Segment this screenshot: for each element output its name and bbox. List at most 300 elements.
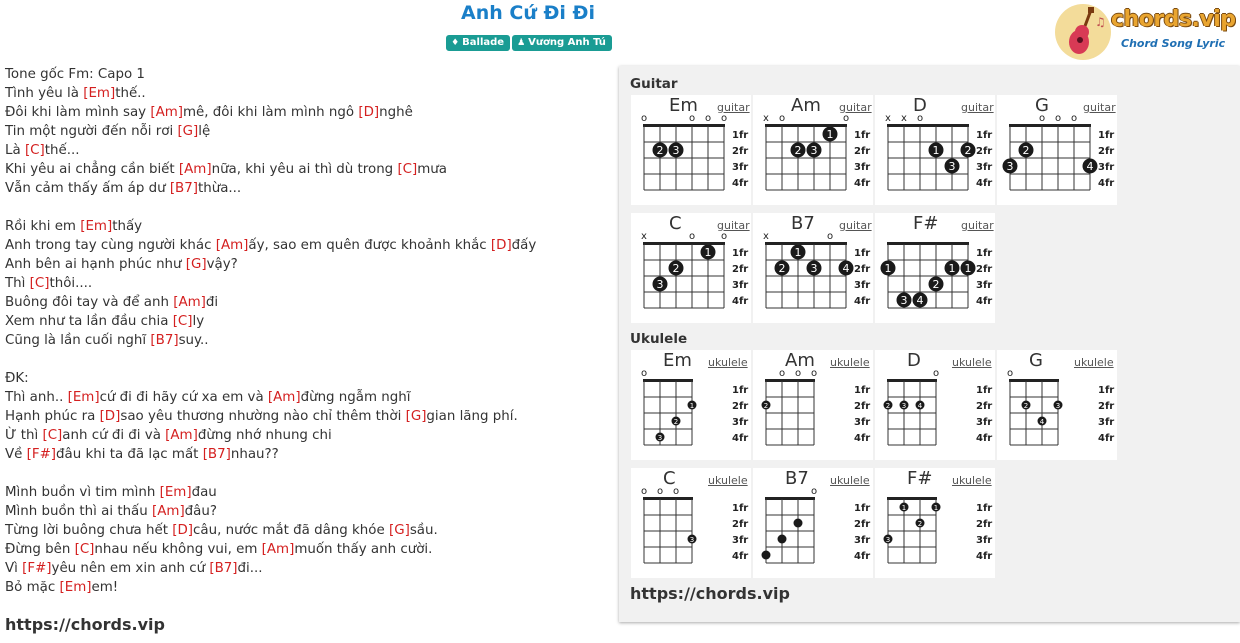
lyrics-block (5, 65, 615, 597)
open-string-mark: o (810, 486, 818, 497)
guitar-chord-card-g[interactable] (997, 95, 1117, 205)
fret-label: 2fr (732, 519, 749, 530)
finger-number: 1 (794, 246, 802, 259)
lyric-line (5, 103, 615, 122)
finger-number: 3 (1006, 160, 1014, 173)
finger-number: 1 (964, 262, 972, 275)
lyric-text: Mình buồn vì tim mình (5, 485, 160, 500)
instrument-link[interactable]: ukulele (952, 356, 992, 369)
fret-label: 1fr (854, 385, 871, 396)
fret-label: 3fr (854, 162, 871, 173)
fret-label: 1fr (976, 503, 993, 514)
fret-label: 4fr (854, 296, 871, 307)
open-string-mark: o (778, 113, 786, 124)
finger-number: 1 (901, 504, 907, 512)
svg-text:♫: ♫ (1095, 15, 1106, 29)
fret-label: 3fr (976, 280, 993, 291)
fret-label: 2fr (976, 401, 993, 412)
genre-tag[interactable] (446, 35, 510, 51)
chord-name: B7 (785, 468, 809, 489)
fret-label: 3fr (732, 535, 749, 546)
fret-label: 3fr (1098, 417, 1115, 428)
open-string-mark: o (1054, 113, 1062, 124)
finger-number: 3 (810, 262, 818, 275)
lyric-text: Cũng là lần cuối nghĩ (5, 333, 151, 348)
lyric-text: muốn thấy anh cười. (294, 542, 433, 557)
chord-name: D (913, 95, 927, 116)
chord-link[interactable]: [G] (185, 257, 207, 272)
lyric-line (5, 388, 615, 407)
lyric-text: yêu nên em xin anh cứ (51, 561, 210, 576)
fret-label: 2fr (976, 519, 993, 530)
instrument-link[interactable]: ukulele (830, 474, 870, 487)
lyric-text: thấy (112, 219, 143, 234)
chord-link[interactable]: [Em] (159, 485, 192, 500)
lyric-text: đâu khi ta đã lạc mất (56, 447, 203, 462)
chord-link[interactable]: [B7] (202, 447, 231, 462)
finger-number: 3 (656, 278, 664, 291)
lyric-line (5, 179, 615, 198)
finger-number: 3 (810, 144, 818, 157)
finger-number: 2 (932, 278, 940, 291)
instrument-link[interactable]: ukulele (830, 356, 870, 369)
lyric-text: Vì (5, 561, 23, 576)
lyric-line (5, 84, 615, 103)
open-string-mark: o (810, 368, 818, 379)
finger-number: 2 (885, 402, 891, 410)
lyric-line (5, 141, 615, 160)
chord-link[interactable]: [Am] (152, 504, 185, 519)
chord-link[interactable]: [Am] (267, 390, 301, 405)
instrument-link[interactable]: guitar (961, 219, 994, 232)
fret-label: 2fr (976, 146, 993, 157)
fret-label: 2fr (1098, 146, 1115, 157)
artist-label: Vương Anh Tú (528, 37, 606, 48)
finger-number: 3 (901, 402, 907, 410)
lyric-text: anh cứ đi đi và (62, 428, 166, 443)
lyric-text: Buông đôi tay và để anh (5, 295, 174, 310)
lyric-text: Là (5, 143, 25, 158)
finger-number: 2 (964, 144, 972, 157)
ukulele-chord-card-fsharp[interactable] (875, 468, 995, 578)
chord-link[interactable]: [G] (405, 409, 427, 424)
logo-subtitle: Chord Song Lyric (1121, 37, 1226, 50)
chord-link[interactable]: [Am] (173, 295, 206, 310)
lyric-text: thôi.... (49, 276, 93, 291)
lyric-line (5, 559, 615, 578)
open-string-mark: o (932, 368, 940, 379)
open-string-mark: o (672, 486, 680, 497)
lyric-text: đừng nhớ nhung chi (197, 428, 332, 443)
fret-label: 2fr (976, 264, 993, 275)
lyric-text: câu, nước mắt đã dâng khóe (193, 523, 389, 538)
ukulele-chord-card-am[interactable] (753, 350, 873, 460)
lyric-text: ĐK: (5, 371, 29, 386)
lyric-line (5, 274, 615, 293)
lyric-text: Rồi khi em (5, 219, 81, 234)
guitar-chord-card-d[interactable] (875, 95, 995, 205)
chord-link[interactable]: [Am] (178, 162, 212, 177)
lyric-text: Thì anh.. (5, 390, 68, 405)
chord-link[interactable]: [C] (29, 276, 50, 291)
fret-label: 3fr (854, 280, 871, 291)
fret-label: 1fr (732, 503, 749, 514)
fret-label: 2fr (854, 146, 871, 157)
chord-link[interactable]: [Am] (215, 238, 249, 253)
chord-name: Am (785, 350, 815, 371)
finger-number: 2 (656, 144, 664, 157)
lyric-text: đừng ngẫm nghĩ (300, 390, 411, 405)
finger-dot (778, 535, 787, 544)
fret-label: 1fr (732, 385, 749, 396)
finger-number: 1 (932, 144, 940, 157)
chord-name: C (663, 468, 676, 489)
open-string-mark: o (1006, 368, 1014, 379)
instrument-link[interactable]: ukulele (1074, 356, 1114, 369)
lyric-text: nhau?? (230, 447, 279, 462)
finger-number: 3 (657, 434, 663, 442)
open-string-mark: o (1070, 113, 1078, 124)
chord-link[interactable]: [C] (172, 314, 193, 329)
open-string-mark: o (640, 486, 648, 497)
fret-label: 4fr (854, 551, 871, 562)
lyric-text: Đôi khi làm mình say (5, 105, 151, 120)
chord-name: G (1035, 95, 1049, 116)
footer-site-link[interactable]: https://chords.vip (5, 615, 165, 634)
instrument-link[interactable]: guitar (717, 101, 750, 114)
lyric-line (5, 331, 615, 350)
lyric-line (5, 350, 615, 369)
heart-diamond-icon: ♦ (451, 38, 460, 48)
lyric-text: Đừng bên (5, 542, 75, 557)
fret-label: 1fr (976, 130, 993, 141)
open-string-mark: o (778, 368, 786, 379)
finger-number: 2 (1023, 402, 1029, 410)
finger-number: 2 (673, 418, 679, 426)
open-string-mark: o (826, 231, 834, 242)
finger-number: 3 (900, 294, 908, 307)
lyric-text: Anh trong tay cùng người khác (5, 238, 216, 253)
lyric-line (5, 255, 615, 274)
lyric-text: mưa (417, 162, 447, 177)
finger-dot (794, 519, 803, 528)
finger-number: 1 (948, 262, 956, 275)
person-icon: ♟ (517, 38, 526, 48)
instrument-link[interactable]: guitar (839, 101, 872, 114)
chord-link[interactable]: [B7] (169, 181, 198, 196)
genre-label: Ballade (462, 37, 505, 48)
lyric-line (5, 502, 615, 521)
lyric-text: Tình yêu là (5, 86, 84, 101)
fret-label: 4fr (1098, 433, 1115, 444)
lyric-text: lệ (198, 124, 211, 139)
ukulele-chord-card-g[interactable] (997, 350, 1117, 460)
lyric-line (5, 65, 615, 84)
finger-number: 1 (933, 504, 939, 512)
lyric-text: sao yêu thương nhường nào chỉ thêm thời (120, 409, 406, 424)
lyric-line (5, 160, 615, 179)
instrument-link[interactable]: ukulele (952, 474, 992, 487)
lyric-text: Bỏ mặc (5, 580, 60, 595)
fret-label: 2fr (732, 264, 749, 275)
site-logo[interactable] (1055, 3, 1235, 61)
fret-label: 4fr (1098, 178, 1115, 189)
chord-link[interactable]: [C] (74, 542, 95, 557)
lyric-text: thế.. (115, 86, 146, 101)
chord-name: F# (907, 468, 933, 489)
fret-label: 1fr (976, 385, 993, 396)
fret-label: 3fr (854, 535, 871, 546)
chord-link[interactable]: [G] (177, 124, 199, 139)
lyric-text: sầu. (409, 523, 438, 538)
chord-link[interactable]: [Am] (165, 428, 198, 443)
lyric-text: thế... (44, 143, 80, 158)
fret-label: 1fr (854, 130, 871, 141)
chord-link[interactable]: [Em] (83, 86, 116, 101)
lyric-line (5, 521, 615, 540)
lyric-text: Tone gốc Fm: Capo 1 (5, 67, 145, 82)
guitar-chord-card-am[interactable] (753, 95, 873, 205)
instrument-link[interactable]: guitar (1083, 101, 1116, 114)
fret-label: 3fr (976, 417, 993, 428)
lyric-text: Thì (5, 276, 30, 291)
instrument-link[interactable]: ukulele (708, 356, 748, 369)
lyric-text: nghê (379, 105, 413, 120)
finger-number: 2 (794, 144, 802, 157)
lyric-text: suy.. (178, 333, 209, 348)
lyric-line (5, 407, 615, 426)
guitar-chord-card-c[interactable] (631, 213, 751, 323)
fret-label: 3fr (976, 162, 993, 173)
chord-name: Em (663, 350, 692, 371)
lyric-line (5, 464, 615, 483)
chord-name: Am (791, 95, 821, 116)
finger-number: 1 (704, 246, 712, 259)
fret-label: 1fr (732, 130, 749, 141)
chord-link[interactable]: [C] (397, 162, 418, 177)
chord-name: G (1029, 350, 1043, 371)
muted-string-mark: x (641, 231, 647, 242)
finger-number: 3 (948, 160, 956, 173)
fret-label: 2fr (732, 146, 749, 157)
muted-string-mark: x (885, 113, 891, 124)
artist-tag[interactable] (512, 35, 612, 51)
finger-number: 3 (689, 536, 695, 544)
lyric-text: Ừ thì (5, 428, 43, 443)
instrument-link[interactable]: ukulele (708, 474, 748, 487)
chord-name: C (669, 213, 682, 234)
fret-label: 4fr (976, 551, 993, 562)
chord-link[interactable]: [Em] (59, 580, 92, 595)
chord-link[interactable]: [Am] (261, 542, 295, 557)
lyric-line (5, 369, 615, 388)
lyric-text: em! (91, 580, 119, 595)
finger-number: 2 (778, 262, 786, 275)
finger-number: 1 (884, 262, 892, 275)
open-string-mark: o (1038, 113, 1046, 124)
lyric-line (5, 122, 615, 141)
chord-link[interactable]: [Em] (80, 219, 113, 234)
guitar-icon (1055, 4, 1111, 60)
open-string-mark: o (704, 113, 712, 124)
finger-dot (762, 551, 771, 560)
lyric-line (5, 293, 615, 312)
lyric-text: ấy, sao em quên được khoảnh khắc (248, 238, 491, 253)
lyric-text: Xem như ta lần đầu chia (5, 314, 173, 329)
logo-text: chords.vip (1111, 7, 1236, 32)
fret-label: 3fr (732, 417, 749, 428)
fret-label: 2fr (854, 264, 871, 275)
muted-string-mark: x (763, 231, 769, 242)
lyric-text: đi... (237, 561, 263, 576)
lyric-text: ly (192, 314, 205, 329)
lyric-text: thừa... (197, 181, 242, 196)
fret-label: 3fr (1098, 162, 1115, 173)
finger-number: 2 (672, 262, 680, 275)
guitar-chord-card-em[interactable] (631, 95, 751, 205)
finger-number: 4 (1039, 418, 1045, 426)
ukulele-chord-card-d[interactable] (875, 350, 995, 460)
guitar-section-title: Guitar (630, 76, 678, 92)
fret-label: 1fr (1098, 385, 1115, 396)
lyric-text: Hạnh phúc ra (5, 409, 100, 424)
finger-number: 3 (885, 536, 891, 544)
finger-number: 4 (1086, 160, 1094, 173)
open-string-mark: o (720, 113, 728, 124)
lyric-line (5, 540, 615, 559)
finger-number: 4 (842, 262, 850, 275)
fret-label: 3fr (732, 162, 749, 173)
chord-link[interactable]: [D] (99, 409, 121, 424)
instrument-link[interactable]: guitar (717, 219, 750, 232)
lyric-text: Khi yêu ai chẳng cần biết (5, 162, 179, 177)
open-string-mark: o (688, 231, 696, 242)
lyric-line (5, 445, 615, 464)
lyric-line (5, 483, 615, 502)
open-string-mark: o (720, 231, 728, 242)
chord-link[interactable]: [C] (24, 143, 45, 158)
lyric-text: nhau nếu không vui, em (94, 542, 262, 557)
chord-link[interactable]: [C] (42, 428, 63, 443)
chord-panel (619, 66, 1240, 622)
lyric-text: đau (191, 485, 217, 500)
chord-link[interactable]: [F#] (26, 447, 57, 462)
chord-link[interactable]: [D] (172, 523, 194, 538)
open-string-mark: o (794, 368, 802, 379)
finger-number: 2 (1022, 144, 1030, 157)
ukulele-chord-card-b7[interactable] (753, 468, 873, 578)
finger-number: 3 (672, 144, 680, 157)
lyric-text: đâu? (184, 504, 217, 519)
fret-label: 4fr (854, 433, 871, 444)
finger-number: 3 (1055, 402, 1061, 410)
lyric-line (5, 236, 615, 255)
song-tags (0, 35, 1058, 51)
chord-link[interactable]: [Em] (67, 390, 100, 405)
lyric-line (5, 426, 615, 445)
finger-number: 2 (763, 402, 769, 410)
panel-site-link[interactable]: https://chords.vip (630, 584, 790, 603)
chord-link[interactable]: [B7] (150, 333, 179, 348)
lyric-line (5, 217, 615, 236)
lyric-text: vậy? (206, 257, 238, 272)
fret-label: 2fr (1098, 401, 1115, 412)
guitar-chord-card-b7[interactable] (753, 213, 873, 323)
fret-label: 1fr (854, 503, 871, 514)
ukulele-chord-card-em[interactable] (631, 350, 751, 460)
fret-label: 4fr (732, 433, 749, 444)
chord-link[interactable]: [Am] (150, 105, 184, 120)
chord-name: B7 (791, 213, 815, 234)
lyric-text: Anh bên ai hạnh phúc như (5, 257, 186, 272)
guitar-chord-card-fsharp[interactable] (875, 213, 995, 323)
song-title: Anh Cứ Đi Đi (461, 2, 595, 24)
muted-string-mark: x (901, 113, 907, 124)
lyric-text: Về (5, 447, 27, 462)
lyric-text: Vẫn cảm thấy ấm áp dư (5, 181, 170, 196)
open-string-mark: o (916, 113, 924, 124)
lyric-line (5, 312, 615, 331)
fret-label: 2fr (854, 401, 871, 412)
finger-number: 2 (917, 520, 923, 528)
lyric-text: Mình buồn thì ai thấu (5, 504, 153, 519)
fret-label: 1fr (732, 248, 749, 259)
ukulele-section-title: Ukulele (630, 331, 688, 347)
lyric-text: gian lãng phí. (426, 409, 518, 424)
open-string-mark: o (842, 113, 850, 124)
fret-label: 3fr (976, 535, 993, 546)
open-string-mark: o (688, 113, 696, 124)
fret-label: 4fr (976, 296, 993, 307)
fret-label: 4fr (976, 178, 993, 189)
fret-label: 4fr (976, 433, 993, 444)
fret-label: 2fr (854, 519, 871, 530)
lyric-text: cứ đi đi hãy cứ xa em và (99, 390, 268, 405)
lyric-text: Tin một người đến nỗi rơi (5, 124, 178, 139)
finger-number: 1 (689, 402, 695, 410)
instrument-link[interactable]: guitar (961, 101, 994, 114)
chord-link[interactable]: [G] (388, 523, 410, 538)
ukulele-chord-card-c[interactable] (631, 468, 751, 578)
chord-link[interactable]: [F#] (22, 561, 52, 576)
fret-label: 3fr (732, 280, 749, 291)
lyric-text: Từng lời buông chưa hết (5, 523, 173, 538)
chord-link[interactable]: [D] (490, 238, 512, 253)
finger-number: 1 (826, 128, 834, 141)
chord-name: D (907, 350, 921, 371)
chord-link[interactable]: [B7] (209, 561, 238, 576)
muted-string-mark: x (763, 113, 769, 124)
open-string-mark: o (640, 113, 648, 124)
instrument-link[interactable]: guitar (839, 219, 872, 232)
fret-label: 1fr (1098, 130, 1115, 141)
finger-number: 4 (917, 402, 923, 410)
fret-label: 4fr (732, 296, 749, 307)
lyric-text: đi (205, 295, 219, 310)
fret-label: 1fr (854, 248, 871, 259)
lyric-line (5, 578, 615, 597)
lyric-line (5, 198, 615, 217)
fret-label: 4fr (732, 178, 749, 189)
fret-label: 1fr (976, 248, 993, 259)
fret-label: 2fr (732, 401, 749, 412)
open-string-mark: o (640, 368, 648, 379)
fret-label: 4fr (732, 551, 749, 562)
chord-link[interactable]: [D] (358, 105, 380, 120)
lyric-text: nữa, khi yêu ai thì dù trong (211, 162, 398, 177)
fret-label: 4fr (854, 178, 871, 189)
open-string-mark: o (656, 486, 664, 497)
